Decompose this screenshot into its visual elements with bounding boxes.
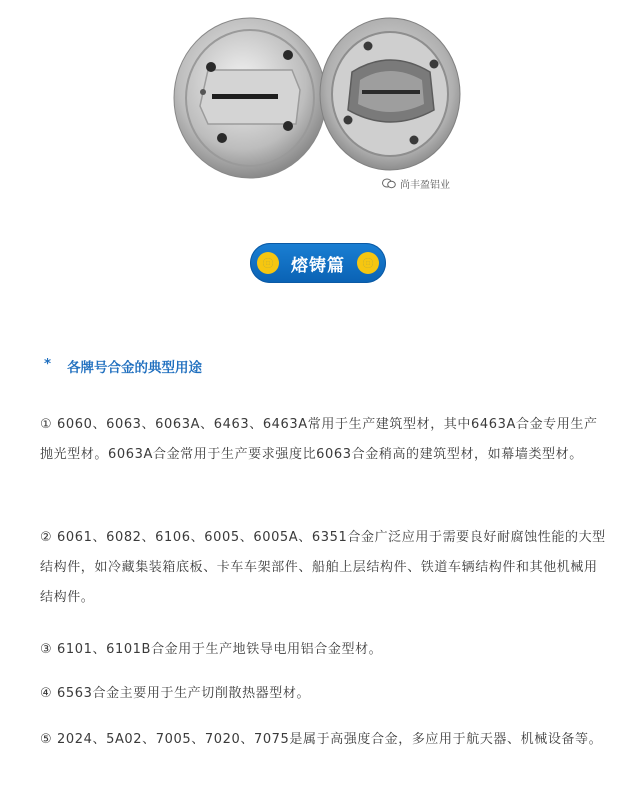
paragraph-5: ⑤ 2024、5A02、7005、7020、7075是属于高强度合金，多应用于航天器、机械设备等。 bbox=[40, 732, 603, 747]
badge-dot-right-icon bbox=[357, 252, 379, 274]
section-title: 各牌号合金的典型用途 bbox=[67, 360, 203, 376]
paragraph-2: ② 6061、6082、6106、6005、6005A、6351合金广泛应用于需要良好耐腐蚀性能的大型结构件，如冷藏集装箱底板、卡车车架部件、船舶上层结构件、铁道车辆结构件和其他机械用结构件。 bbox=[40, 530, 606, 605]
badge-label: 熔铸篇 bbox=[291, 255, 345, 276]
section-heading bbox=[44, 356, 202, 376]
paragraph-1: ① 6060、6063、6063A、6463、6463A常用于生产建筑型材，其中6463A合金专用生产抛光型材。6063A合金常用于生产要求强度比6063合金稍高的建筑型材，如幕墙类型材。 bbox=[40, 417, 598, 462]
watermark bbox=[382, 176, 450, 191]
paragraph-4: ④ 6563合金主要用于生产切削散热器型材。 bbox=[40, 686, 311, 701]
paragraph-3: ③ 6101、6101B合金用于生产地铁导电用铝合金型材。 bbox=[40, 642, 383, 657]
watermark-text: 尚丰盈铝业 bbox=[400, 180, 450, 191]
wechat-icon bbox=[382, 178, 396, 189]
section-badge bbox=[250, 243, 386, 283]
badge-dot-left-icon bbox=[257, 252, 279, 274]
extrusion-die-photo bbox=[168, 0, 468, 200]
section-marker: * bbox=[44, 356, 52, 372]
